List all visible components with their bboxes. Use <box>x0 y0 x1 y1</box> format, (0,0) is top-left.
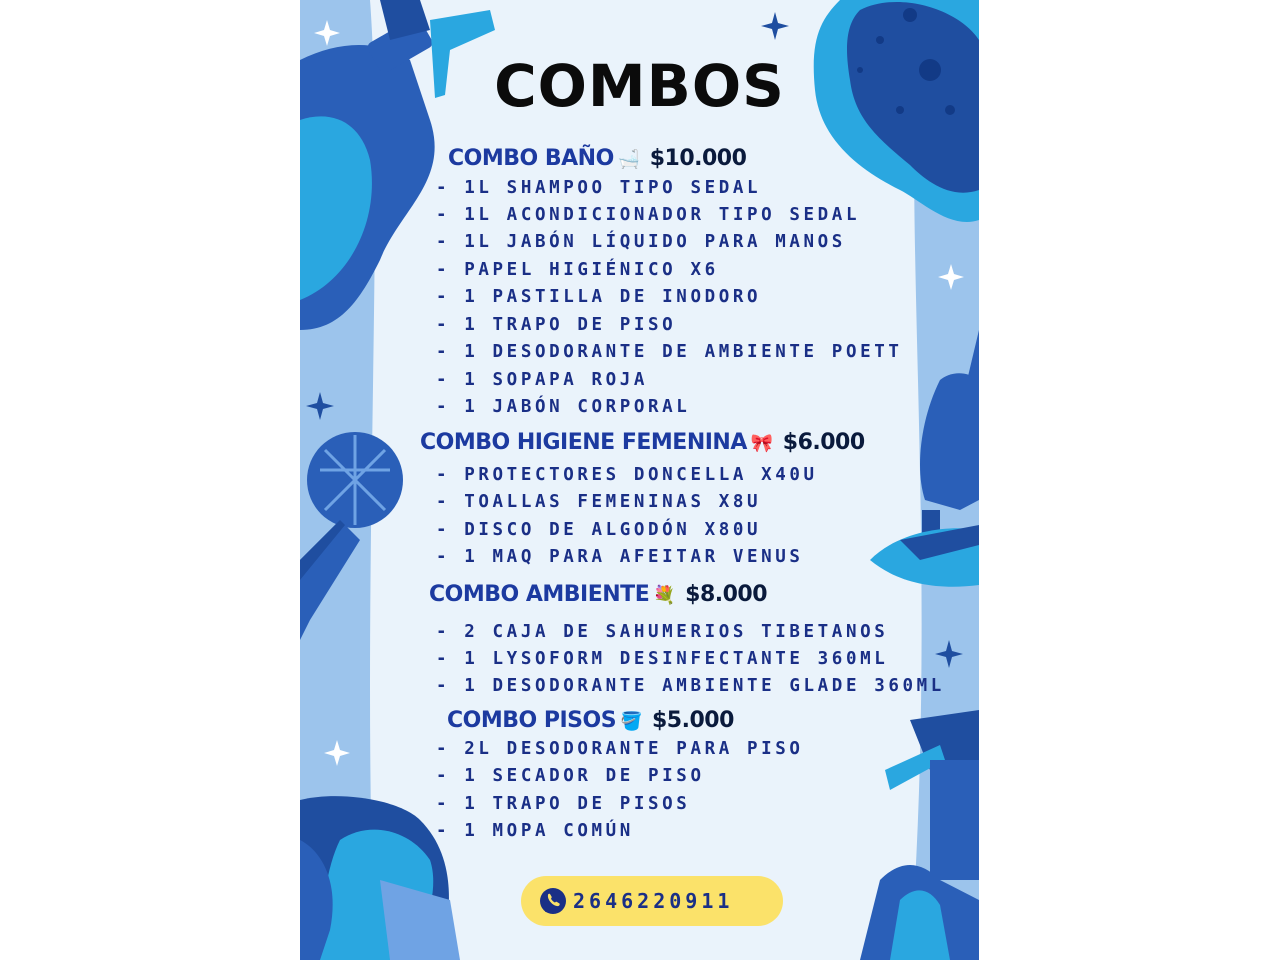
combo-heading <box>447 708 734 733</box>
contact-phone-pill[interactable] <box>521 876 783 926</box>
combo-item: - DISCO DE ALGODÓN X80U <box>436 520 762 540</box>
combos-flyer <box>300 0 979 960</box>
combo-price: $6.000 <box>782 430 865 455</box>
phone-number: 2646220911 <box>573 889 734 913</box>
combo-name: COMBO PISOS <box>447 708 617 733</box>
combo-item: - 1 TRAPO DE PISOS <box>436 794 691 814</box>
combo-item: - 1L JABÓN LÍQUIDO PARA MANOS <box>436 232 846 252</box>
combo-name: COMBO HIGIENE FEMENINA <box>420 430 747 455</box>
page-title: COMBOS <box>494 52 785 120</box>
bucket-icon: 🪣 <box>620 711 642 732</box>
whatsapp-phone-icon <box>539 887 567 915</box>
combo-item: - 1 MOPA COMÚN <box>436 821 634 841</box>
combo-item: - 1L SHAMPOO TIPO SEDAL <box>436 178 762 198</box>
bathtub-icon: 🛁 <box>617 149 640 170</box>
bouquet-icon: 💐 <box>653 585 676 606</box>
combo-item: - 1 JABÓN CORPORAL <box>436 397 691 417</box>
combo-item: - PAPEL HIGIÉNICO X6 <box>436 260 719 280</box>
combo-name: COMBO AMBIENTE <box>429 582 650 607</box>
combo-item: - 1 SOPAPA ROJA <box>436 370 649 390</box>
combo-item: - TOALLAS FEMENINAS X8U <box>436 492 762 512</box>
combo-heading <box>448 146 746 171</box>
combo-price: $8.000 <box>685 582 768 607</box>
combo-item: - 1 LYSOFORM DESINFECTANTE 360ML <box>436 649 889 669</box>
combo-item: - 1 MAQ PARA AFEITAR VENUS <box>436 547 804 567</box>
ribbon-icon: 🎀 <box>750 433 773 454</box>
combo-item: - 1 TRAPO DE PISO <box>436 315 677 335</box>
combo-item: - PROTECTORES DONCELLA X40U <box>436 465 818 485</box>
combo-item: - 1 DESODORANTE DE AMBIENTE POETT <box>436 342 903 362</box>
combo-item: - 1L ACONDICIONADOR TIPO SEDAL <box>436 205 861 225</box>
combo-item: - 2L DESODORANTE PARA PISO <box>436 739 804 759</box>
combo-price: $5.000 <box>652 708 734 733</box>
combo-item: - 1 PASTILLA DE INODORO <box>436 287 762 307</box>
combo-item: - 1 SECADOR DE PISO <box>436 766 705 786</box>
combo-heading <box>429 582 767 607</box>
combo-name: COMBO BAÑO <box>448 146 614 171</box>
combo-item: - 2 CAJA DE SAHUMERIOS TIBETANOS <box>436 622 889 642</box>
combo-heading <box>420 430 865 455</box>
combo-price: $10.000 <box>649 146 747 171</box>
combo-item: - 1 DESODORANTE AMBIENTE GLADE 360ML <box>436 676 945 696</box>
